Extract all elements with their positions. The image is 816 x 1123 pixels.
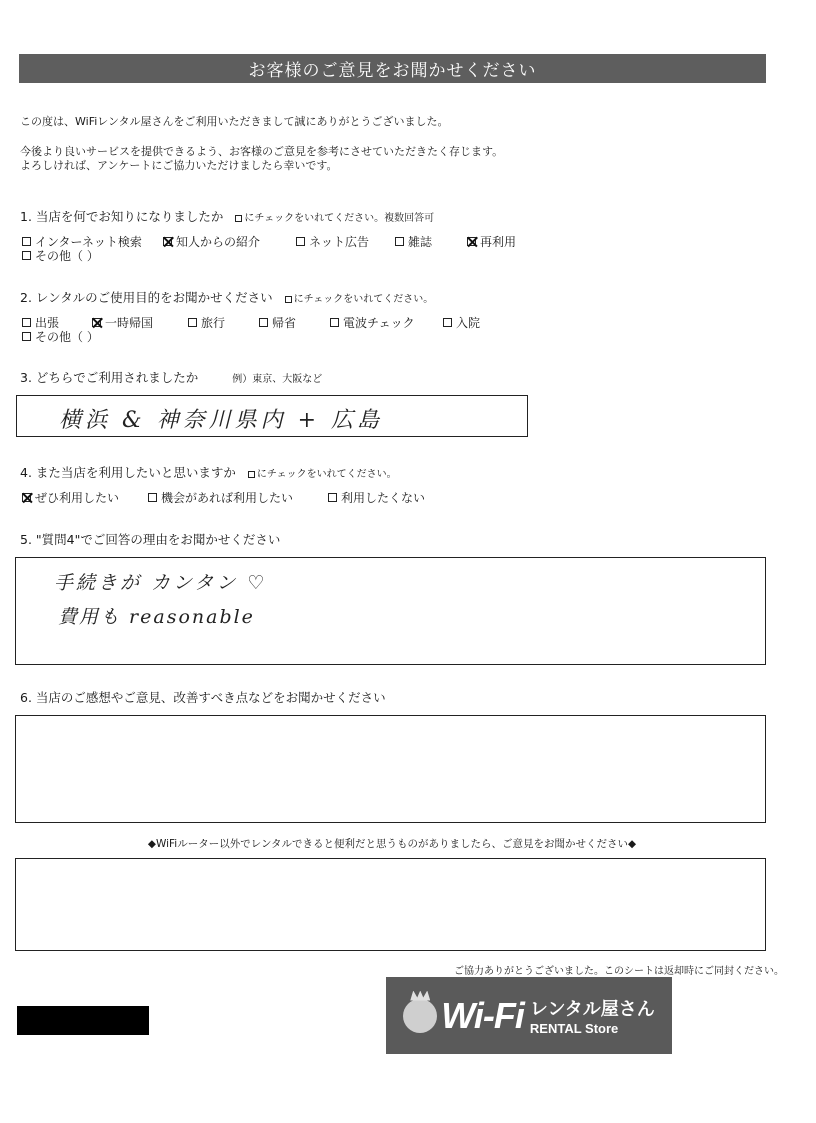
q3-answer-box[interactable] [16,395,528,437]
q5-handwritten-line-2: 費用も reasonable [58,606,255,628]
q2-option-travel[interactable]: 旅行 [188,314,225,331]
q2-option-signal-check[interactable]: 電波チェック [330,314,415,331]
question-6 [20,688,386,706]
question-1 [20,207,434,225]
q7-answer-box[interactable] [15,858,766,951]
intro-line-2: 今後より良いサービスを提供できるよう、お客様のご意見を参考にさせていただきたく存じます。 [20,145,504,158]
q3-handwritten-answer: 横浜 & 神奈川県内 + 広島 [59,408,383,433]
checkbox[interactable] [188,318,197,327]
question-2-note: にチェックをいれてください。 [285,294,434,305]
checkbox-checked[interactable] [92,318,101,327]
question-3-title: 3. どちらでご利用されましたか [20,370,199,385]
q2-option-business[interactable]: 出張 [22,314,59,331]
question-2 [20,288,433,306]
q2-option-return-home[interactable]: 一時帰国 [92,314,153,331]
intro-line-3: よろしければ、アンケートにご協力いただけましたら幸いです。 [20,159,338,172]
q1-option-internet[interactable]: インターネット検索 [22,233,142,250]
q1-option-magazine[interactable]: 雑誌 [395,233,432,250]
checkbox[interactable] [22,318,31,327]
checkbox[interactable] [22,332,31,341]
question-1-note: にチェックをいれてください。複数回答可 [235,213,434,224]
question-4-title: 4. また当店を利用したいと思いますか [20,465,236,480]
intro-line-1: この度は、WiFiレンタル屋さんをご利用いただきまして誠にありがとうございました。 [20,115,449,128]
checkbox-checked[interactable] [163,237,172,246]
redacted-block [17,1006,149,1035]
checkbox[interactable] [22,237,31,246]
q4-option-definitely[interactable]: ぜひ利用したい [22,489,119,506]
q1-option-net-ad[interactable]: ネット広告 [296,233,369,250]
checkbox-checked[interactable] [467,237,476,246]
form-title: お客様のご意見をお聞かせください [248,61,537,81]
checkbox[interactable] [296,237,305,246]
checkbox[interactable] [443,318,452,327]
q1-option-other[interactable]: その他（ ） [22,247,99,264]
question-6-title: 6. 当店のご感想やご意見、改善すべき点などをお聞かせください [20,690,386,705]
question-7-title: ◆WiFiルーター以外でレンタルできると便利だと思うものがありましたら、ご意見をお聞かせください◆ [147,838,637,850]
logo-wifi-text: Wi-Fi [441,994,524,1036]
checkbox-sample-icon [235,215,242,222]
question-5-title: 5. "質問4"でご回答の理由をお聞かせください [20,532,281,547]
q4-option-no[interactable]: 利用したくない [328,489,425,506]
checkbox[interactable] [148,493,157,502]
q2-option-homecoming[interactable]: 帰省 [259,314,296,331]
logo-text-group [530,995,655,1036]
checkbox-checked[interactable] [22,493,31,502]
q1-option-reuse[interactable]: 再利用 [467,233,516,250]
question-1-title: 1. 当店を何でお知りになりましたか [20,209,224,224]
question-2-title: 2. レンタルのご使用目的をお聞かせください [20,290,273,305]
logo-jp-text: レンタル屋さん [529,999,655,1020]
q1-option-referral[interactable]: 知人からの紹介 [163,233,260,250]
checkbox-sample-icon [285,296,292,303]
q6-answer-box[interactable] [15,715,766,823]
form-title-bar [19,54,766,83]
question-4 [20,463,397,481]
q2-option-hospital[interactable]: 入院 [443,314,480,331]
q5-handwritten-line-1: 手続きが カンタン ♡ [54,572,268,594]
checkbox[interactable] [395,237,404,246]
q5-answer-box[interactable] [15,557,766,665]
logo-en-text: RENTAL Store [529,1021,619,1036]
question-4-note: にチェックをいれてください。 [248,469,397,480]
q4-option-if-chance[interactable]: 機会があれば利用したい [148,489,293,506]
checkbox[interactable] [330,318,339,327]
checkbox[interactable] [259,318,268,327]
question-3 [20,368,322,386]
question-5 [20,530,280,548]
thanks-note: ご協力ありがとうございました。このシートは返却時にご同封ください。 [454,966,784,977]
brand-logo [386,977,672,1054]
mascot-icon [403,999,437,1033]
checkbox[interactable] [328,493,337,502]
checkbox-sample-icon [248,471,255,478]
q2-option-other[interactable]: その他（ ） [22,328,99,345]
checkbox[interactable] [22,251,31,260]
question-3-note: 例）東京、大阪など [232,374,323,385]
